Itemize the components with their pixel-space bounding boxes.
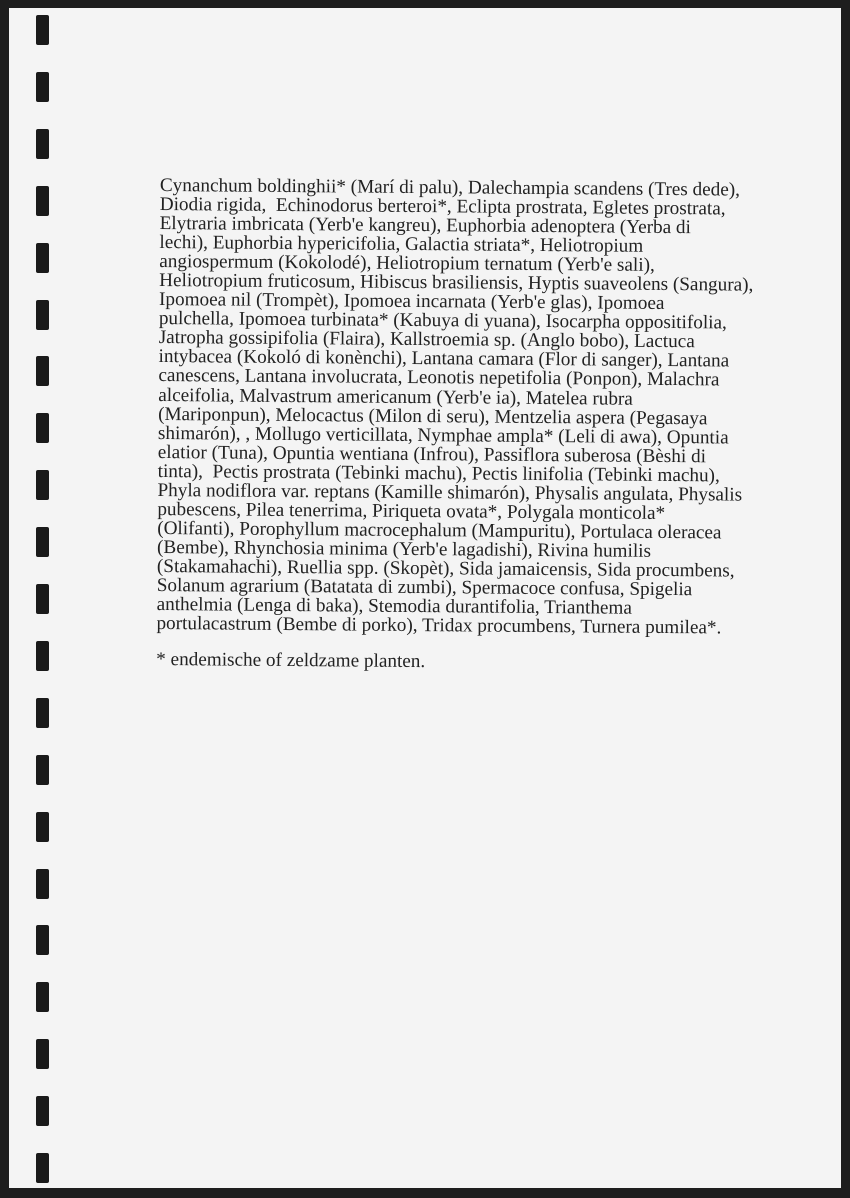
text-line: intybacea (Kokoló di konènchi), Lantana camara (Flor di sanger), Lantana (158, 346, 730, 372)
text-line: pubescens, Pilea tenerrima, Piriqueta ovata*, Polygala monticola* (157, 498, 666, 524)
text-line: Solanum agrarium (Batatata di zumbi), Spermacoce confusa, Spigelia (156, 574, 693, 601)
binding-hole (36, 869, 49, 899)
binding-hole (36, 527, 49, 557)
text-line: shimarón), , Mollugo verticillata, Nymphae ampla* (Leli di awa), Opuntia (157, 422, 729, 449)
text-line: (Olifanti), Porophyllum macrocephalum (Mampuritu), Portulaca oleracea (157, 517, 722, 544)
text-line: Cynanchum boldinghii* (Marí di palu), Dalechampia scandens (Tres dede), (159, 175, 741, 201)
text-line: lechi), Euphorbia hypericifolia, Galactia striata*, Heliotropium (159, 232, 644, 257)
binding-hole (36, 1096, 49, 1126)
text-line: alceifolia, Malvastrum americanum (Yerb'e ia), Matelea rubra (158, 384, 633, 410)
text-line: (Mariponpun), Melocactus (Milon di seru), Mentzelia aspera (Pegasaya (158, 403, 708, 429)
footnote: * endemische of zeldzame planten. (156, 649, 426, 673)
binding-hole (36, 300, 49, 330)
text-line: elatior (Tuna), Opuntia wentiana (Infrou), Passiflora suberosa (Bèshi di (157, 441, 707, 467)
plant-species-list (156, 176, 800, 674)
binding-hole (36, 641, 49, 671)
text-line: Elytraria imbricata (Yerb'e kangreu), Euphorbia adenoptera (Yerba di (159, 213, 691, 239)
binding-hole (36, 925, 49, 955)
binding-hole (36, 413, 49, 443)
binding-hole (36, 1153, 49, 1183)
text-line: anthelmia (Lenga di baka), Stemodia durantifolia, Trianthema (156, 594, 632, 619)
binding-hole (36, 129, 49, 159)
text-line: pulchella, Ipomoea turbinata* (Kabuya di yuana), Isocarpha oppositifolia, (158, 308, 727, 334)
binding-hole (36, 812, 49, 842)
binding-hole (36, 186, 49, 216)
text-line: Heliotropium fruticosum, Hibiscus brasiliensis, Hyptis suaveolens (Sangura), (159, 270, 754, 296)
text-line: Jatropha gossipifolia (Flaira), Kallstroemia sp. (Anglo bobo), Lactuca (158, 327, 695, 353)
text-line: (Stakamahachi), Ruellia spp. (Skopèt), Sida jamaicensis, Sida procumbens, (156, 555, 735, 582)
text-line: angiospermum (Kokolodé), Heliotropium ternatum (Yerb'e sali), (159, 251, 655, 277)
binding-hole (36, 243, 49, 273)
text-line: Phyla nodiflora var. reptans (Kamille shimarón), Physalis angulata, Physalis (157, 479, 743, 506)
binding-hole (36, 982, 49, 1012)
paper-page (9, 8, 841, 1188)
text-line: (Bembe), Rhynchosia minima (Yerb'e lagadishi), Rivina humilis (157, 536, 652, 562)
binding-hole (36, 470, 49, 500)
binding-hole (36, 15, 49, 45)
binding-hole (36, 584, 49, 614)
binding-hole (36, 1039, 49, 1069)
text-line: portulacastrum (Bembe di porko), Tridax procumbens, Turnera pumilea*. (156, 613, 722, 639)
text-line: Diodia rigida, Echinodorus berteroi*, Eclipta prostrata, Egletes prostrata, (159, 194, 726, 220)
text-line: tinta), Pectis prostrata (Tebinki machu), Pectis linifolia (Tebinki machu), (157, 460, 720, 487)
binding-hole (36, 755, 49, 785)
text-line: canescens, Lantana involucrata, Leonotis nepetifolia (Ponpon), Malachra (158, 365, 720, 391)
text-line: Ipomoea nil (Trompèt), Ipomoea incarnata (Yerb'e glas), Ipomoea (158, 289, 665, 315)
binding-hole (36, 698, 49, 728)
binding-hole (36, 356, 49, 386)
binding-hole (36, 72, 49, 102)
